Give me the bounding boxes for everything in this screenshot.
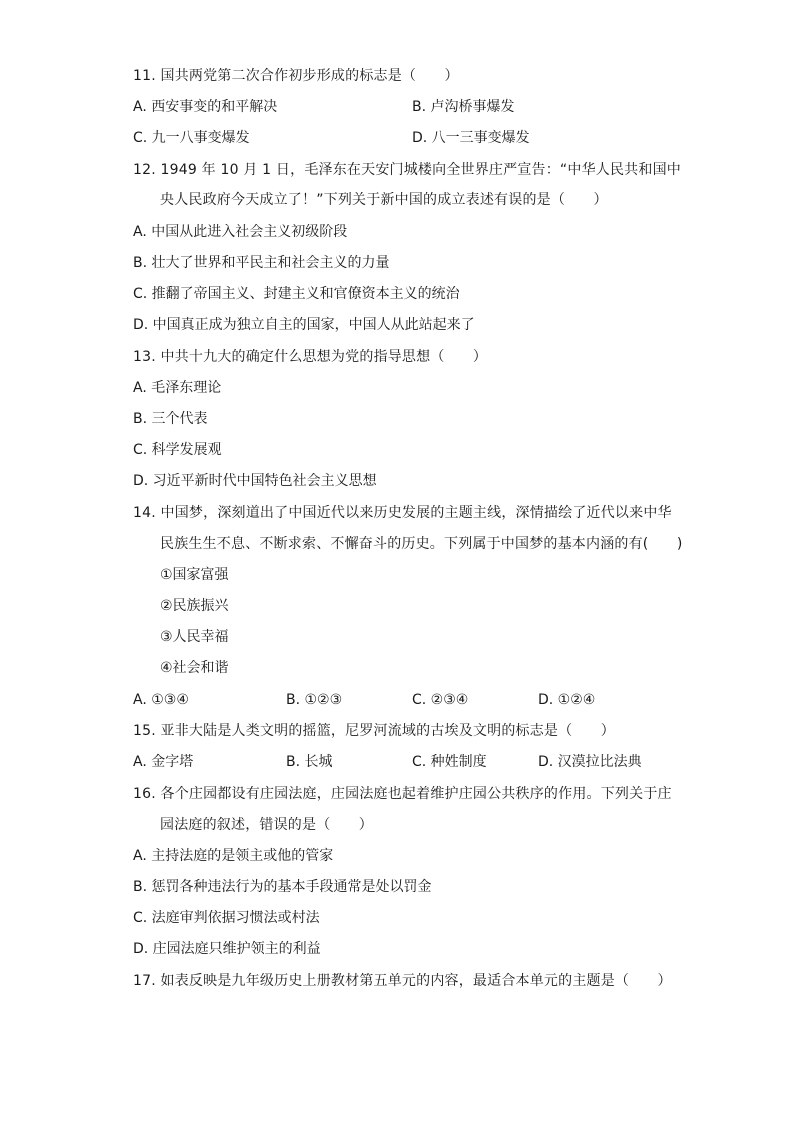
question-stem-line-2: 园法庭的叙述，错误的是（ ） bbox=[160, 817, 373, 833]
option-a: A. 主持法庭的是领主或他的管家 bbox=[133, 848, 334, 864]
option-b: B. 长城 bbox=[286, 754, 333, 770]
option-a: A. 毛泽东理论 bbox=[133, 380, 222, 396]
option-c: C. 九一八事变爆发 bbox=[133, 130, 250, 146]
question-13 bbox=[133, 347, 487, 367]
question-number: 15. bbox=[133, 723, 156, 739]
option-c: C. 科学发展观 bbox=[133, 442, 222, 458]
option-c: C. 种姓制度 bbox=[412, 754, 487, 770]
statement-item: ①国家富强 bbox=[160, 567, 229, 583]
statement-item: ④社会和谐 bbox=[160, 660, 229, 676]
question-stem: 如表反映是九年级历史上册教材第五单元的内容，最适合本单元的主题是（ ） bbox=[160, 973, 672, 989]
option-d: D. 中国真正成为独立自主的国家，中国人从此站起来了 bbox=[133, 317, 475, 333]
option-b: B. 卢沟桥事爆发 bbox=[412, 99, 515, 115]
statement-item: ③人民幸福 bbox=[160, 629, 229, 645]
question-number: 14. bbox=[133, 505, 156, 521]
option-a: A. 西安事变的和平解决 bbox=[133, 99, 278, 115]
statement-item: ②民族振兴 bbox=[160, 598, 229, 614]
question-16 bbox=[133, 784, 672, 804]
question-stem-line-1: 1949 年 10 月 1 日，毛泽东在天安门城楼向全世界庄严宣告：“中华人民共和国中 bbox=[160, 162, 681, 178]
question-stem: 中共十九大的确定什么思想为党的指导思想（ ） bbox=[160, 349, 488, 365]
option-d: D. 习近平新时代中国特色社会主义思想 bbox=[133, 473, 377, 489]
question-stem-line-1: 各个庄园都设有庄园法庭，庄园法庭也起着维护庄园公共秩序的作用。下列关于庄 bbox=[160, 786, 672, 802]
question-number: 16. bbox=[133, 786, 156, 802]
option-c: C. 推翻了帝国主义、封建主义和官僚资本主义的统治 bbox=[133, 286, 460, 302]
option-b: B. 壮大了世界和平民主和社会主义的力量 bbox=[133, 255, 390, 271]
option-d: D. 庄园法庭只维护领主的利益 bbox=[133, 941, 321, 957]
question-12 bbox=[133, 160, 681, 180]
option-b: B. 三个代表 bbox=[133, 411, 208, 427]
question-number: 11. bbox=[133, 68, 156, 84]
question-stem-line-2: 民族生生不息、不断求索、不懈奋斗的历史。下列属于中国梦的基本内涵的有( ) bbox=[160, 536, 683, 552]
question-stem: 亚非大陆是人类文明的摇篮，尼罗河流域的古埃及文明的标志是（ ） bbox=[160, 723, 615, 739]
option-c: C. 法庭审判依据习惯法或村法 bbox=[133, 910, 320, 926]
question-stem: 国共两党第二次合作初步形成的标志是（ ） bbox=[160, 68, 459, 84]
option-d: D. 八一三事变爆发 bbox=[412, 130, 530, 146]
question-number: 13. bbox=[133, 349, 156, 365]
question-number: 12. bbox=[133, 162, 156, 178]
question-stem-line-2: 央人民政府今天成立了！”下列关于新中国的成立表述有误的是（ ） bbox=[160, 192, 608, 208]
option-d: D. ①②④ bbox=[538, 692, 596, 708]
option-a: A. 金字塔 bbox=[133, 754, 194, 770]
question-stem-line-1: 中国梦，深刻道出了中国近代以来历史发展的主题主线，深情描绘了近代以来中华 bbox=[160, 505, 672, 521]
question-11 bbox=[133, 66, 459, 86]
option-b: B. ①②③ bbox=[286, 692, 343, 708]
option-c: C. ②③④ bbox=[412, 692, 469, 708]
option-a: A. ①③④ bbox=[133, 692, 189, 708]
question-15 bbox=[133, 721, 615, 741]
option-a: A. 中国从此进入社会主义初级阶段 bbox=[133, 224, 348, 240]
option-b: B. 惩罚各种违法行为的基本手段通常是处以罚金 bbox=[133, 879, 432, 895]
question-number: 17. bbox=[133, 973, 156, 989]
question-14 bbox=[133, 503, 672, 523]
option-d: D. 汉漠拉比法典 bbox=[538, 754, 642, 770]
question-17 bbox=[133, 971, 672, 991]
